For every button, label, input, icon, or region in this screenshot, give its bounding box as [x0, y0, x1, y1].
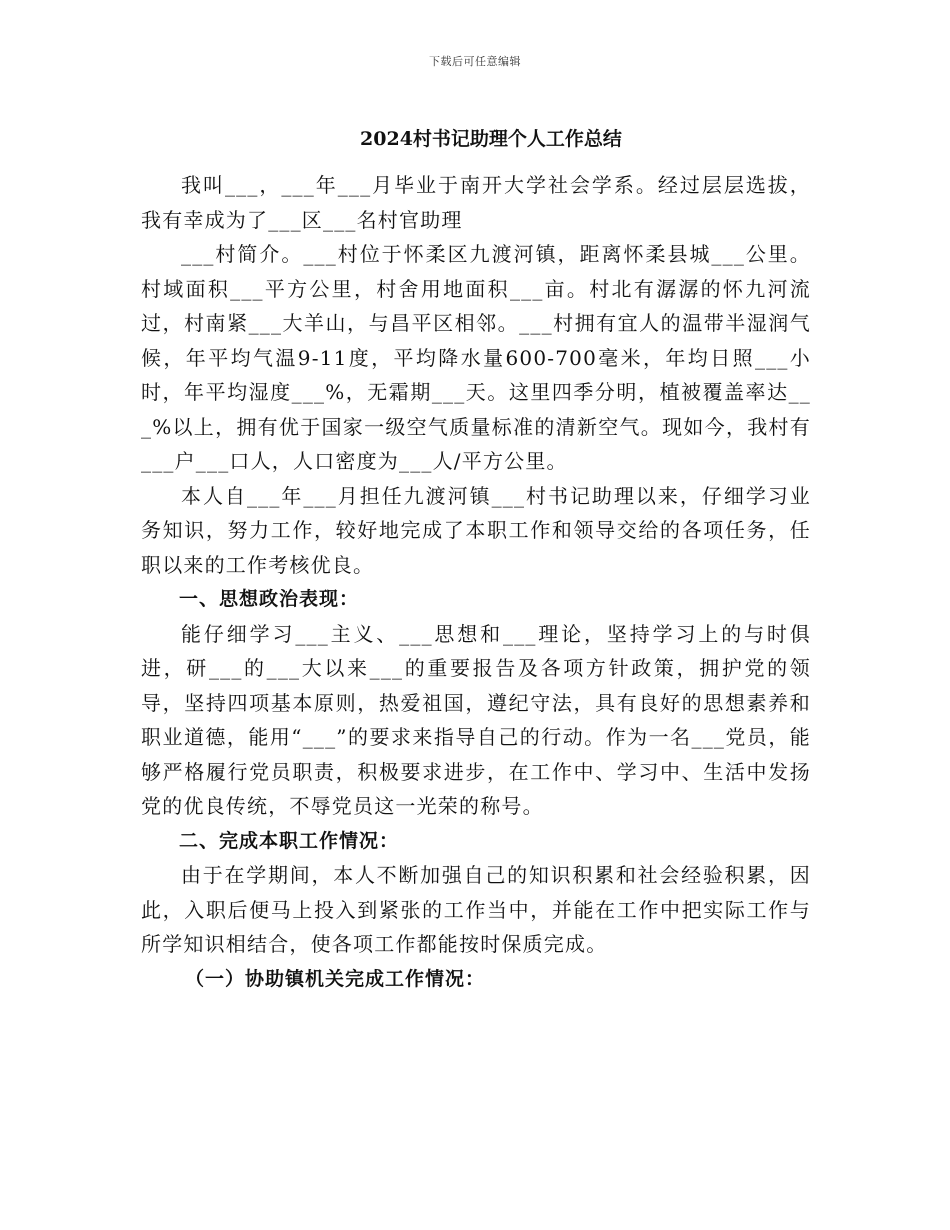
section-heading-political: 一、思想政治表现：	[179, 588, 360, 610]
document-body	[141, 118, 811, 996]
section-body-work: 由于在学期间，本人不断加强自己的知识积累和社会经验积累，因此，入职后便马上投入到紧张的工作当中，并能在工作中把实际工作与所学知识相结合，使各项工作都能按时保质完成。	[141, 863, 811, 956]
intro-paragraph: 我叫___，___年___月毕业于南开大学社会学系。经过层层选拔，我有幸成为了___区___名村官助理	[141, 173, 811, 232]
appointment-paragraph: 本人自___年___月担任九渡河镇___村书记助理以来，仔细学习业务知识，努力工作，较好地完成了本职工作和领导交给的各项任务，任职以来的工作考核优良。	[141, 483, 811, 577]
village-intro-paragraph: ___村简介。___村位于怀柔区九渡河镇，距离怀柔县城___公里。村域面积___平方公里，村舍用地面积___亩。村北有潺潺的怀九河流过，村南紧___大羊山，与昌平区相邻。___村拥有宜人的温带半湿润气候，年平均气温9-11度，平均降水量600-700毫米，年均日照___小时，年平均湿度___%，无霜期___天。这里四季分明，植被覆盖率达___%以上，拥有优于国家一级空气质量标准的清新空气。现如今，我村有___户___口人，人口密度为___人/平方公里。	[141, 242, 811, 473]
section-heading-work: 二、完成本职工作情况：	[179, 829, 400, 852]
subsection-heading-assist: （一）协助镇机关完成工作情况：	[185, 967, 486, 990]
page-header-note: 下载后可任意编辑	[429, 55, 521, 68]
section-body-political: 能仔细学习___主义、___思想和___理论，坚持学习上的与时俱进，研___的___大以来___的重要报告及各项方针政策，拥护党的领导，坚持四项基本原则，热爱祖国，遵纪守法，具有良好的思想素养和职业道德，能用“___”的要求来指导自己的行动。作为一名___党员，能够严格履行党员职责，积极要求进步，在工作中、学习中、生活中发扬党的优良传统，不辱党员这一光荣的称号。	[141, 621, 811, 818]
document-title: 2024村书记助理个人工作总结	[360, 128, 622, 150]
